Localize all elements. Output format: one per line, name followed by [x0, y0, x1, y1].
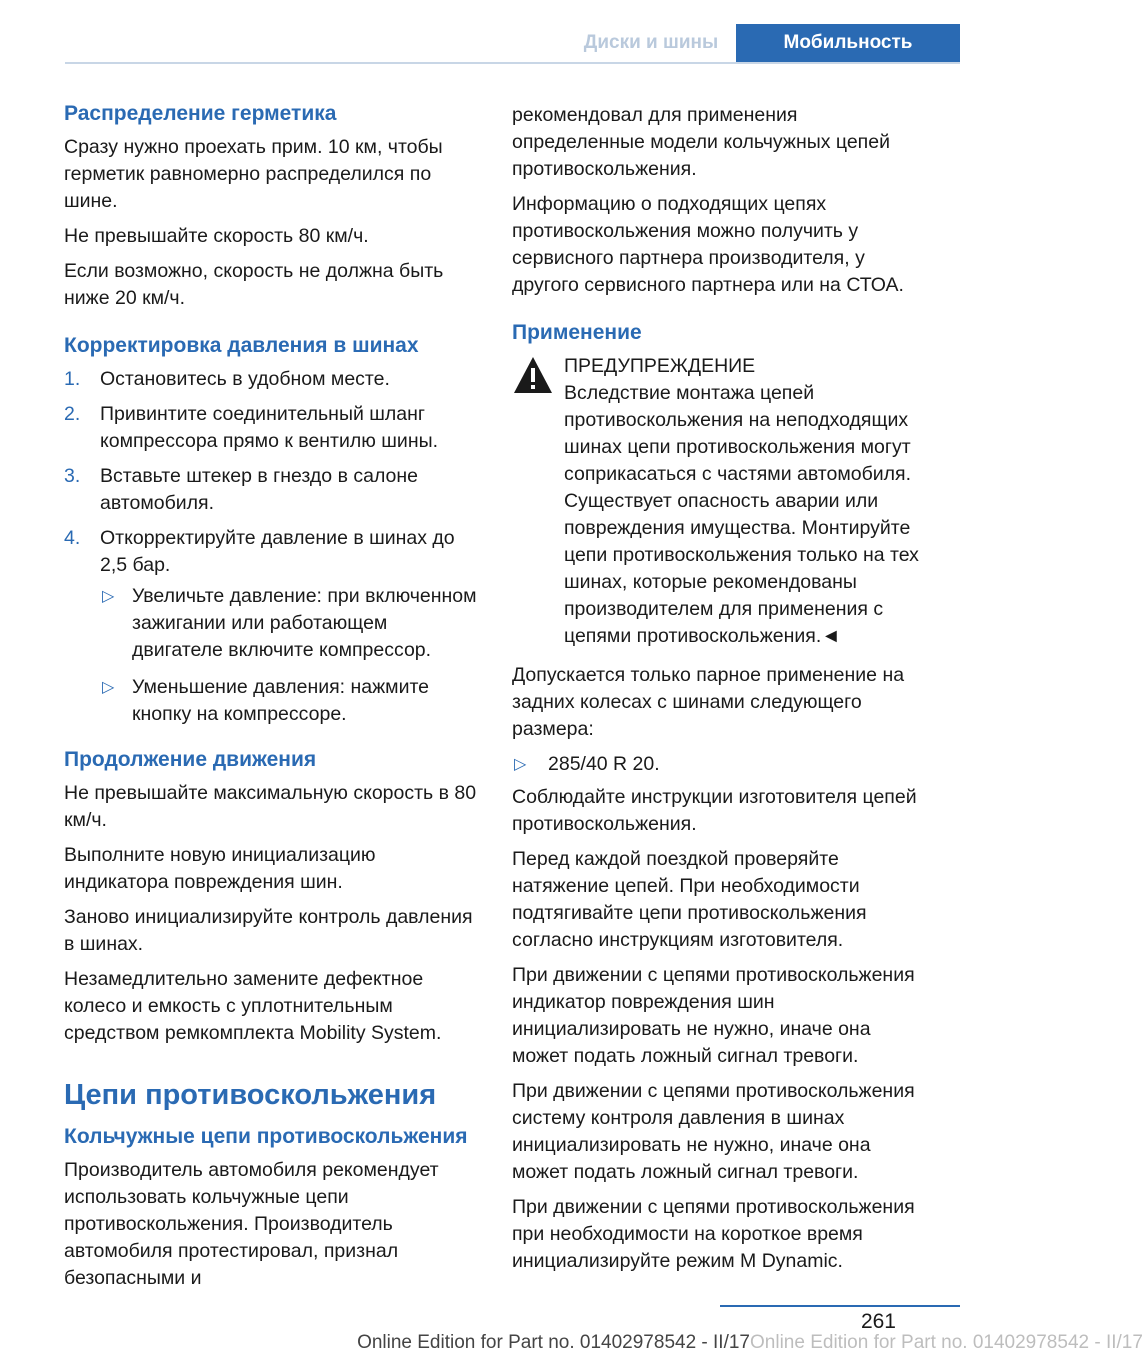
warning-block [512, 353, 924, 650]
bullet-triangle-icon: ▷ [514, 756, 527, 773]
pressure-substeps [100, 583, 478, 728]
tire-size-item [512, 751, 924, 778]
chains-paragraph-continued: рекомендовал для применения определенные модели кольчужных цепей противоскольжения. [512, 104, 890, 180]
edition-text: Online Edition for Part no. 01402978542 - II/17 [357, 1332, 750, 1353]
bullet-triangle-icon: ▷ [102, 679, 115, 696]
usage-dynamic-paragraph: При движении с цепями противоскольжения при необходимости на короткое время инициализируйте режим M Dynamic. [512, 1196, 915, 1272]
chains-subheading: Кольчужные цепи противоскольжения [64, 1125, 468, 1148]
left-column [64, 100, 478, 1300]
substep-text: Уменьшение давления: нажмите кнопку на компрессоре. [132, 676, 430, 725]
tab-wheels-and-tires[interactable]: Диски и шины [583, 32, 719, 53]
footer-rule [720, 1305, 960, 1307]
chains-title: Цепи противоскольжения [64, 1079, 437, 1111]
header-divider [65, 62, 960, 64]
right-column [512, 102, 924, 1283]
sealant-paragraph-1: Сразу нужно проехать прим. 10 км, чтобы герметик равномерно распределился по шине. [64, 136, 443, 212]
tire-size-text: 285/40 R 20. [548, 753, 660, 775]
sealant-paragraph-2: Не превышайте скорость 80 км/ч. [64, 225, 369, 247]
edition-watermark: Online Edition for Part no. 01402978542 - II/17 [750, 1332, 1143, 1353]
sealant-paragraph-3: Если возможно, скорость не должна быть ниже 20 км/ч. [64, 260, 444, 309]
continue-paragraph-1: Не превышайте максимальную скорость в 80 км/ч. [64, 782, 477, 831]
step-text: Привинтите соединительный шланг компрессора прямо к вентилю шины. [100, 403, 439, 452]
step-item [64, 401, 478, 455]
warning-triangle-icon [512, 355, 554, 395]
continue-paragraph-2: Выполните новую инициализацию индикатора повреждения шин. [64, 844, 376, 893]
chains-info-paragraph: Информацию о подходящих цепях противоскольжения можно получить у сервисного партнера производителя, у другого сервисного партнера или на СТОА. [512, 193, 904, 296]
step-text: Вставьте штекер в гнездо в салоне автомобиля. [100, 465, 418, 514]
substep-item [100, 583, 478, 664]
step-number: 3. [64, 465, 81, 487]
usage-pressure-paragraph: При движении с цепями противоскольжения систему контроля давления в шинах инициализировать не нужно, иначе она может подать ложный сигнал тревоги. [512, 1080, 915, 1183]
usage-check-paragraph: Перед каждой поездкой проверяйте натяжение цепей. При необходимости подтягивайте цепи противоскольжения согласно инструкциям изготовителя. [512, 848, 867, 951]
continue-heading: Продолжение движения [64, 748, 317, 771]
continue-paragraph-3: Заново инициализируйте контроль давления в шинах. [64, 906, 473, 955]
step-item [64, 525, 478, 728]
pressure-steps [64, 366, 478, 728]
continue-paragraph-4: Незамедлительно замените дефектное колесо и емкость с уплотнительным средством ремкомплекта Mobility System. [64, 968, 442, 1044]
tire-size-list [512, 751, 924, 778]
usage-pair-paragraph: Допускается только парное применение на задних колесах с шинами следующего размера: [512, 664, 905, 740]
substep-item [100, 674, 478, 728]
page-number: 261 [860, 1310, 896, 1333]
step-item [64, 463, 478, 517]
warning-label: ПРЕДУПРЕЖДЕНИЕ [564, 355, 756, 377]
step-number: 1. [64, 368, 81, 390]
usage-heading: Применение [512, 321, 642, 344]
chapter-tabs [566, 24, 960, 62]
step-number: 4. [64, 527, 81, 549]
tab-mobility[interactable]: Мобильность [736, 24, 960, 62]
chains-paragraph-1: Производитель автомобиля рекомендует использовать кольчужные цепи противоскольжения. Производитель автомобиля протестировал, признал безопасными и [64, 1159, 439, 1289]
step-number: 2. [64, 403, 81, 425]
bullet-triangle-icon: ▷ [102, 588, 115, 605]
substep-text: Увеличьте давление: при включенном зажигании или работающем двигателе включите компрессор. [132, 585, 477, 661]
step-text: Остановитесь в удобном месте. [100, 368, 390, 390]
step-item [64, 366, 478, 393]
warning-text: Вследствие монтажа цепей противоскольжения на неподходящих шинах цепи противоскольжения могут соприкасаться с частями автомобиля. Существует опасность аварии или повреждения имущества. Монтируйте цепи противоскольжения только на тех шинах, которые рекомендованы производителем для применения с цепями противоскольжения.◄ [564, 382, 919, 647]
sealant-heading: Распределение герметика [64, 102, 337, 125]
step-text: Откорректируйте давление в шинах до 2,5 бар. [100, 527, 455, 576]
usage-follow-paragraph: Соблюдайте инструкции изготовителя цепей противоскольжения. [512, 786, 917, 835]
usage-indicator-paragraph: При движении с цепями противоскольжения индикатор повреждения шин инициализировать не нужно, иначе она может подать ложный сигнал тревоги. [512, 964, 915, 1067]
pressure-heading: Корректировка давления в шинах [64, 334, 419, 357]
